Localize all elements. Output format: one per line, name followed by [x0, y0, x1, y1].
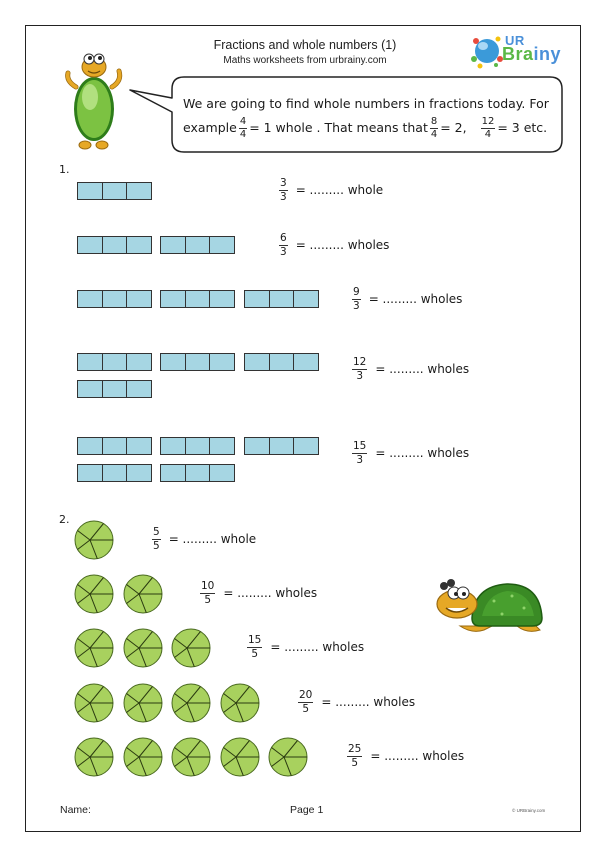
thirds-bar	[77, 353, 152, 371]
example-fraction-12-4: $\frac{12}{4}$	[481, 115, 495, 140]
thirds-bar	[77, 290, 152, 308]
q1-item-2-equation: $\frac{6}{3}$ = ......... wholes	[280, 232, 390, 258]
third-cell	[103, 465, 128, 481]
third-cell	[294, 438, 318, 454]
fifths-circle-icon	[123, 683, 163, 723]
intro-line-2: example $\frac{4}{4}$ = 1 whole . That means that $\frac{8}{4}$ = 2, $\frac{12}{4}$ = 3 etc.	[183, 115, 548, 140]
third-cell	[127, 237, 151, 253]
fifths-circle-icon	[220, 683, 260, 723]
q2-item-5-equation: $\frac{25}{5}$ = ......... wholes	[348, 743, 465, 769]
q2-item-3-equation: $\frac{15}{5}$ = ......... wholes	[248, 634, 365, 660]
thirds-bar	[77, 236, 152, 254]
worksheet-subtitle: Maths worksheets from urbrainy.com	[223, 55, 387, 66]
third-cell	[161, 465, 186, 481]
third-cell	[78, 354, 103, 370]
page-number: Page 1	[290, 804, 324, 816]
fifths-circle-icon	[74, 520, 114, 560]
intro-line-1: We are going to find whole numbers in fractions today. For	[183, 96, 549, 111]
fifths-circle-icon	[74, 737, 114, 777]
third-cell	[161, 291, 186, 307]
third-cell	[103, 183, 128, 199]
q2-item-4-equation: $\frac{20}{5}$ = ......... wholes	[299, 689, 416, 715]
third-cell	[78, 381, 103, 397]
third-cell	[78, 237, 103, 253]
example-fraction-4-4: $\frac{4}{4}$	[239, 115, 247, 140]
third-cell	[161, 237, 186, 253]
intro-text	[183, 92, 558, 140]
third-cell	[245, 438, 270, 454]
fifths-circle-icon	[171, 628, 211, 668]
fifths-circle-icon	[123, 737, 163, 777]
third-cell	[186, 291, 211, 307]
worksheet-title: Fractions and whole numbers (1)	[213, 38, 397, 52]
third-cell	[161, 354, 186, 370]
third-cell	[78, 291, 103, 307]
third-cell	[78, 183, 103, 199]
thirds-bar	[77, 380, 152, 398]
third-cell	[294, 354, 318, 370]
q1-item-5-equation: $\frac{15}{3}$ = ......... wholes	[353, 440, 470, 466]
q1-item-3-equation: $\frac{9}{3}$ = ......... wholes	[353, 286, 463, 312]
fifths-circle-icon	[171, 737, 211, 777]
fifths-circle-icon	[74, 628, 114, 668]
third-cell	[127, 381, 151, 397]
third-cell	[127, 438, 151, 454]
fifths-circle-icon	[123, 574, 163, 614]
q1-item-4-equation: $\frac{12}{3}$ = ......... wholes	[353, 356, 470, 382]
fifths-circle-icon	[171, 683, 211, 723]
thirds-bar	[244, 290, 319, 308]
thirds-bar	[244, 437, 319, 455]
third-cell	[161, 438, 186, 454]
third-cell	[103, 381, 128, 397]
logo-text-brainy: Brainy	[502, 44, 562, 64]
thirds-bar	[160, 437, 235, 455]
third-cell	[270, 438, 295, 454]
third-cell	[103, 237, 128, 253]
q2-item-2-equation: $\frac{10}{5}$ = ......... wholes	[201, 580, 318, 606]
fifths-circle-icon	[220, 737, 260, 777]
fifths-circle-icon	[123, 628, 163, 668]
third-cell	[294, 291, 318, 307]
thirds-bar	[160, 353, 235, 371]
third-cell	[245, 291, 270, 307]
third-cell	[210, 291, 234, 307]
name-label: Name:	[60, 804, 91, 816]
third-cell	[210, 354, 234, 370]
third-cell	[210, 438, 234, 454]
example-fraction-8-4: $\frac{8}{4}$	[430, 115, 438, 140]
fifths-circle-icon	[74, 574, 114, 614]
third-cell	[78, 438, 103, 454]
third-cell	[186, 237, 211, 253]
question-1-number: 1.	[59, 163, 70, 176]
thirds-bar	[77, 182, 152, 200]
third-cell	[186, 438, 211, 454]
copyright: © URBrainy.com	[512, 808, 546, 813]
thirds-bar	[77, 464, 152, 482]
third-cell	[270, 291, 295, 307]
third-cell	[127, 183, 151, 199]
thirds-bar	[160, 464, 235, 482]
third-cell	[210, 465, 234, 481]
third-cell	[127, 465, 151, 481]
third-cell	[245, 354, 270, 370]
third-cell	[210, 237, 234, 253]
question-2-number: 2.	[59, 513, 70, 526]
fifths-circle-icon	[268, 737, 308, 777]
fifths-circle-icon	[74, 683, 114, 723]
thirds-bar	[244, 353, 319, 371]
third-cell	[103, 291, 128, 307]
third-cell	[103, 354, 128, 370]
third-cell	[127, 354, 151, 370]
third-cell	[127, 291, 151, 307]
turtle-lying-icon	[432, 576, 547, 636]
third-cell	[103, 438, 128, 454]
q1-item-1-equation: $\frac{3}{3}$ = ......... whole	[280, 177, 384, 203]
thirds-bar	[77, 437, 152, 455]
thirds-bar	[160, 236, 235, 254]
third-cell	[78, 465, 103, 481]
third-cell	[186, 354, 211, 370]
logo-text-ur: UR	[505, 33, 525, 48]
third-cell	[270, 354, 295, 370]
q2-item-1-equation: $\frac{5}{5}$ = ......... whole	[153, 526, 257, 552]
thirds-bar	[160, 290, 235, 308]
third-cell	[186, 465, 211, 481]
